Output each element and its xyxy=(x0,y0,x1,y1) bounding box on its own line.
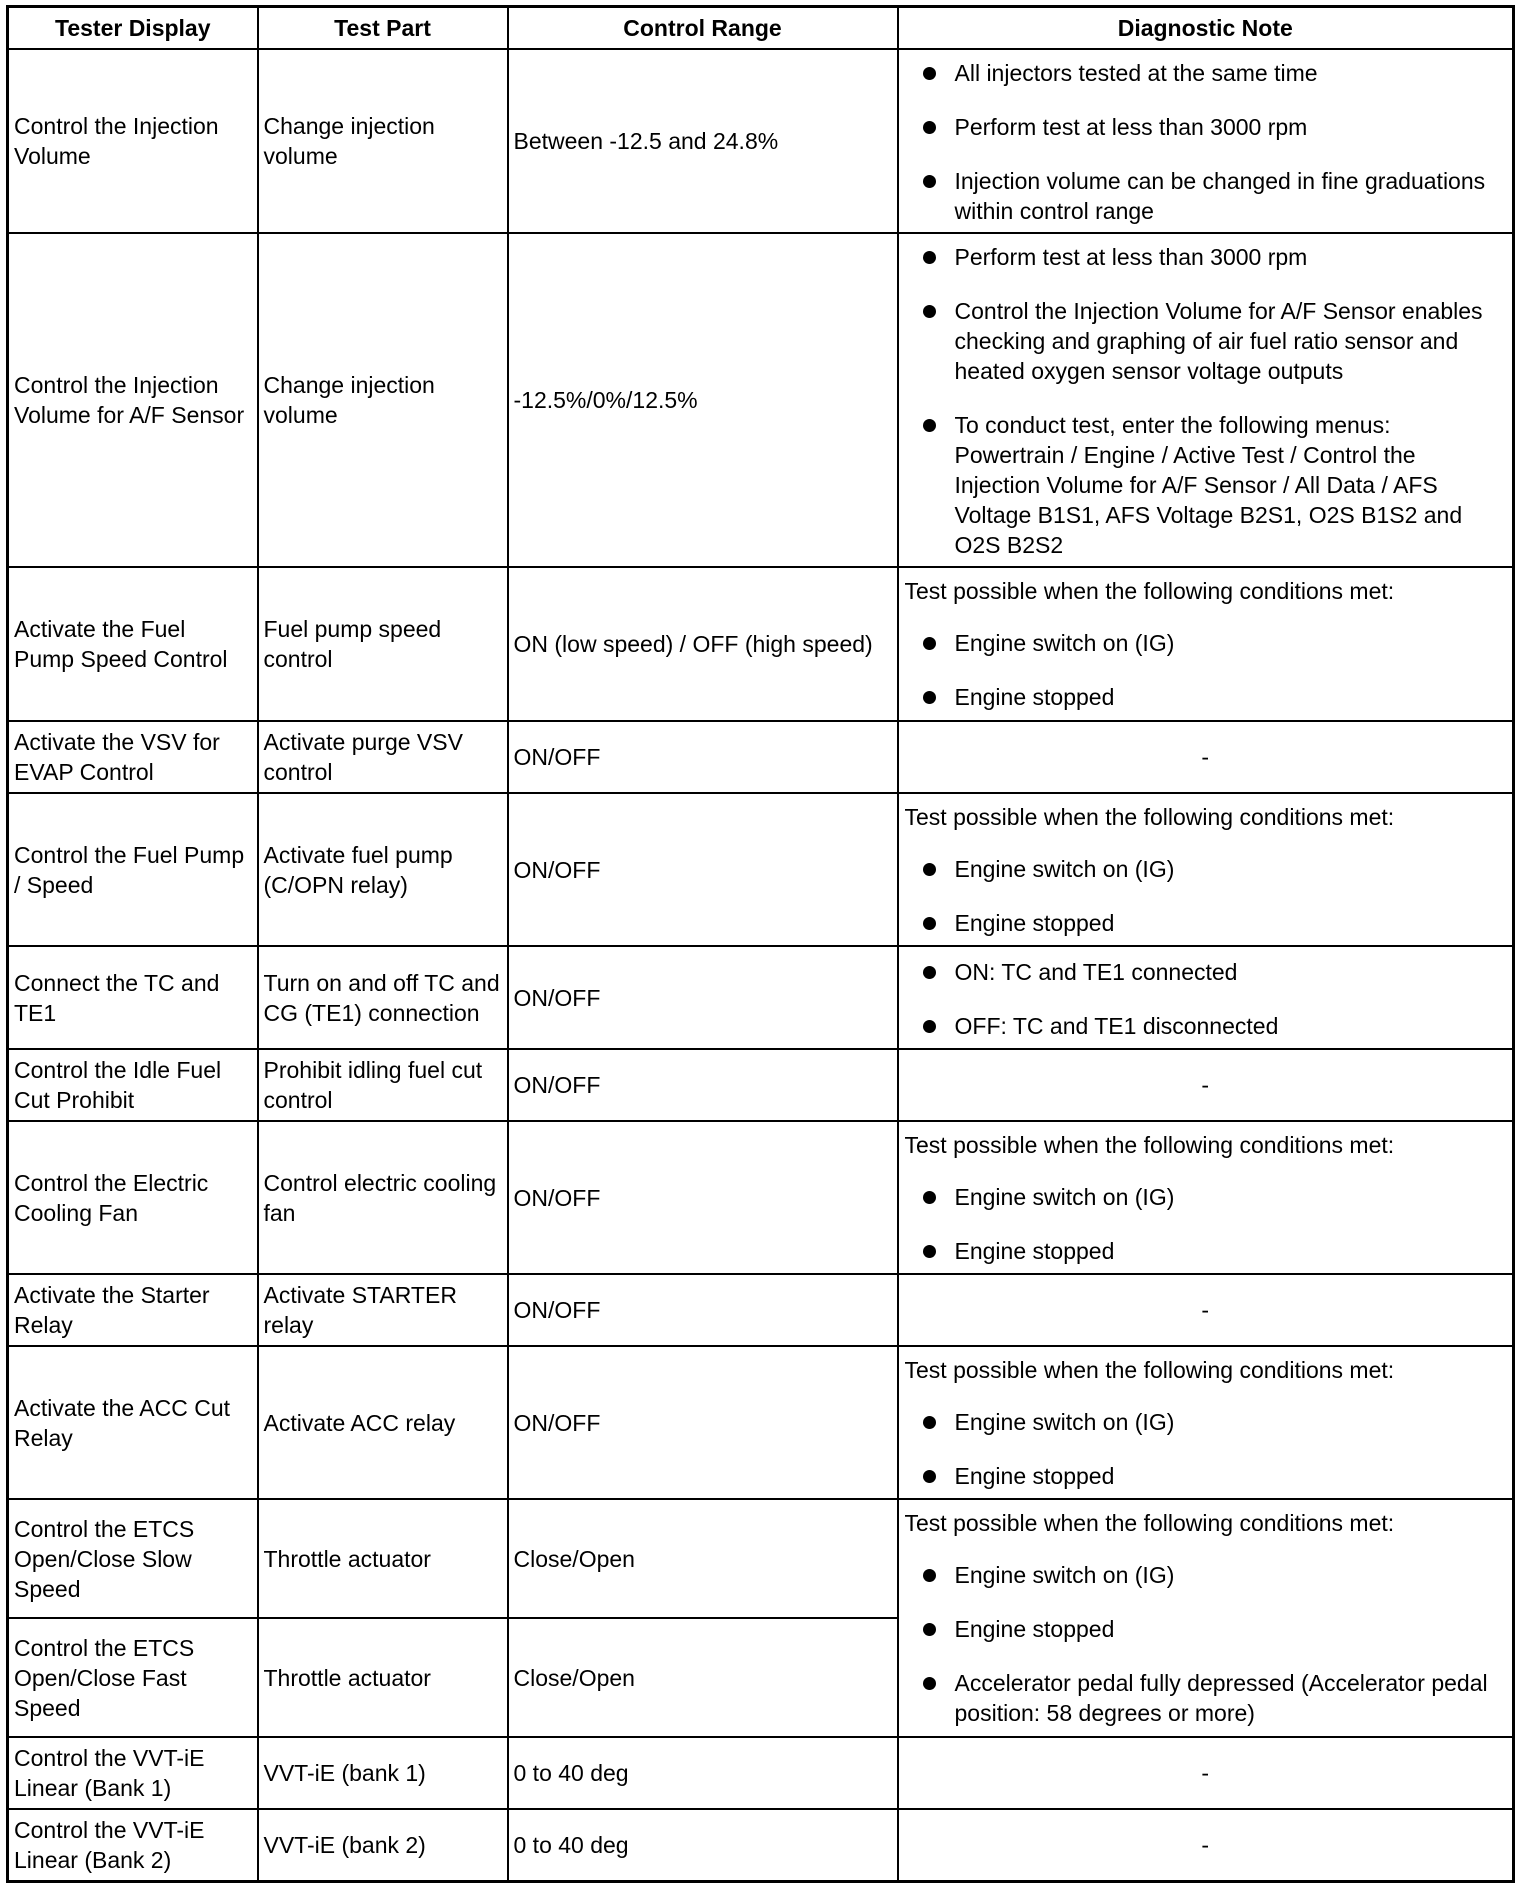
note-bullet: Injection volume can be changed in fine graduations within control range xyxy=(905,166,1505,226)
cell-control-range: ON/OFF xyxy=(508,721,898,793)
cell-diagnostic-note xyxy=(898,49,1514,233)
note-list xyxy=(905,1407,1505,1491)
cell-tester-display: Activate the Fuel Pump Speed Control xyxy=(8,567,258,721)
table-row xyxy=(8,1499,1514,1618)
note-bullet: Engine stopped xyxy=(905,682,1505,712)
cell-diagnostic-note: - xyxy=(898,1049,1514,1121)
table-row xyxy=(8,721,1514,793)
note-bullet: OFF: TC and TE1 disconnected xyxy=(905,1011,1505,1041)
cell-test-part: Prohibit idling fuel cut control xyxy=(258,1049,508,1121)
cell-tester-display: Control the Injection Volume xyxy=(8,49,258,233)
note-bullet: Engine switch on (IG) xyxy=(905,1560,1505,1590)
note-list xyxy=(905,1182,1505,1266)
note-bullet: Perform test at less than 3000 rpm xyxy=(905,112,1505,142)
conditions-text: Test possible when the following conditions met: xyxy=(904,1131,1395,1158)
note-bullet: Control the Injection Volume for A/F Sensor enables checking and graphing of air fuel ratio sensor and heated oxygen sensor voltage outputs xyxy=(905,296,1505,386)
table-row xyxy=(8,1121,1514,1274)
note-bullet: Engine stopped xyxy=(905,1236,1505,1266)
cell-control-range: ON/OFF xyxy=(508,1121,898,1274)
note-bullet: Accelerator pedal fully depressed (Accelerator pedal position: 58 degrees or more) xyxy=(905,1668,1505,1728)
cell-test-part: Change injection volume xyxy=(258,233,508,567)
cell-test-part: Change injection volume xyxy=(258,49,508,233)
cell-diagnostic-note xyxy=(898,1121,1514,1274)
cell-diagnostic-note xyxy=(898,946,1514,1049)
diagnostic-table-container xyxy=(6,5,1512,1883)
table-row xyxy=(8,793,1514,946)
active-test-table xyxy=(6,5,1515,1883)
note-list xyxy=(905,1560,1505,1728)
table-row xyxy=(8,1737,1514,1809)
cell-control-range: 0 to 40 deg xyxy=(508,1737,898,1809)
cell-diagnostic-note xyxy=(898,793,1514,946)
note-bullet: To conduct test, enter the following menus: Powertrain / Engine / Active Test / Control the Injection Volume for A/F Sensor / All Data / AFS Voltage B1S1, AFS Voltage B2S1, O2S B1S2 and O2S B2S2 xyxy=(905,410,1505,560)
cell-test-part: Activate ACC relay xyxy=(258,1346,508,1499)
cell-diagnostic-note: - xyxy=(898,1274,1514,1346)
cell-test-part: Turn on and off TC and CG (TE1) connection xyxy=(258,946,508,1049)
table-row xyxy=(8,567,1514,721)
conditions-text: Test possible when the following conditions met: xyxy=(904,1510,1395,1536)
cell-control-range: Close/Open xyxy=(508,1618,898,1737)
note-list xyxy=(905,854,1505,938)
cell-control-range: Close/Open xyxy=(508,1499,898,1618)
cell-diagnostic-note xyxy=(898,567,1514,721)
cell-control-range: ON (low speed) / OFF (high speed) xyxy=(508,567,898,721)
cell-tester-display: Control the VVT-iE Linear (Bank 1) xyxy=(8,1737,258,1809)
table-row xyxy=(8,946,1514,1049)
cell-tester-display: Activate the Starter Relay xyxy=(8,1274,258,1346)
cell-diagnostic-note: - xyxy=(898,1809,1514,1881)
cell-test-part: VVT-iE (bank 1) xyxy=(258,1737,508,1809)
conditions-text: Test possible when the following conditions met: xyxy=(904,803,1395,830)
cell-test-part: Activate fuel pump (C/OPN relay) xyxy=(258,793,508,946)
cell-test-part: Throttle actuator xyxy=(258,1499,508,1618)
note-bullet: Engine switch on (IG) xyxy=(905,854,1505,884)
header-test-part: Test Part xyxy=(258,7,508,50)
cell-test-part: Control electric cooling fan xyxy=(258,1121,508,1274)
cell-tester-display: Control the Fuel Pump / Speed xyxy=(8,793,258,946)
note-bullet: Engine stopped xyxy=(905,1461,1505,1491)
cell-test-part: Throttle actuator xyxy=(258,1618,508,1737)
note-list xyxy=(905,957,1505,1041)
note-list xyxy=(905,58,1505,226)
table-row xyxy=(8,1809,1514,1881)
cell-test-part: Activate STARTER relay xyxy=(258,1274,508,1346)
note-bullet: Engine switch on (IG) xyxy=(905,1407,1505,1437)
cell-control-range: ON/OFF xyxy=(508,946,898,1049)
note-bullet: All injectors tested at the same time xyxy=(905,58,1505,88)
cell-tester-display: Control the ETCS Open/Close Slow Speed xyxy=(8,1499,258,1618)
cell-control-range: Between -12.5 and 24.8% xyxy=(508,49,898,233)
cell-tester-display: Control the ETCS Open/Close Fast Speed xyxy=(8,1618,258,1737)
header-control-range: Control Range xyxy=(508,7,898,50)
table-row xyxy=(8,1274,1514,1346)
cell-tester-display: Control the Electric Cooling Fan xyxy=(8,1121,258,1274)
cell-control-range: ON/OFF xyxy=(508,1049,898,1121)
cell-control-range: ON/OFF xyxy=(508,1274,898,1346)
conditions-text: Test possible when the following conditions met: xyxy=(904,578,1395,604)
note-bullet: Engine switch on (IG) xyxy=(905,628,1505,658)
note-bullet: ON: TC and TE1 connected xyxy=(905,957,1505,987)
header-diagnostic-note: Diagnostic Note xyxy=(898,7,1514,50)
table-row xyxy=(8,233,1514,567)
cell-test-part: Fuel pump speed control xyxy=(258,567,508,721)
cell-diagnostic-note xyxy=(898,233,1514,567)
note-bullet: Engine switch on (IG) xyxy=(905,1182,1505,1212)
cell-diagnostic-note: - xyxy=(898,721,1514,793)
cell-diagnostic-note xyxy=(898,1499,1514,1737)
note-bullet: Engine stopped xyxy=(905,1614,1505,1644)
cell-tester-display: Connect the TC and TE1 xyxy=(8,946,258,1049)
cell-test-part: Activate purge VSV control xyxy=(258,721,508,793)
cell-tester-display: Control the VVT-iE Linear (Bank 2) xyxy=(8,1809,258,1881)
header-row xyxy=(8,7,1514,50)
cell-tester-display: Activate the ACC Cut Relay xyxy=(8,1346,258,1499)
table-row xyxy=(8,1346,1514,1499)
note-bullet: Perform test at less than 3000 rpm xyxy=(905,242,1505,272)
cell-test-part: VVT-iE (bank 2) xyxy=(258,1809,508,1881)
cell-control-range: ON/OFF xyxy=(508,1346,898,1499)
cell-control-range: -12.5%/0%/12.5% xyxy=(508,233,898,567)
table-row xyxy=(8,49,1514,233)
conditions-text: Test possible when the following conditions met: xyxy=(904,1356,1395,1383)
cell-diagnostic-note xyxy=(898,1346,1514,1499)
note-list xyxy=(905,628,1505,712)
table-row xyxy=(8,1049,1514,1121)
cell-tester-display: Control the Injection Volume for A/F Sensor xyxy=(8,233,258,567)
header-tester-display: Tester Display xyxy=(8,7,258,50)
cell-control-range: 0 to 40 deg xyxy=(508,1809,898,1881)
cell-tester-display: Activate the VSV for EVAP Control xyxy=(8,721,258,793)
cell-tester-display: Control the Idle Fuel Cut Prohibit xyxy=(8,1049,258,1121)
cell-control-range: ON/OFF xyxy=(508,793,898,946)
cell-diagnostic-note: - xyxy=(898,1737,1514,1809)
note-list xyxy=(905,242,1505,560)
note-bullet: Engine stopped xyxy=(905,908,1505,938)
